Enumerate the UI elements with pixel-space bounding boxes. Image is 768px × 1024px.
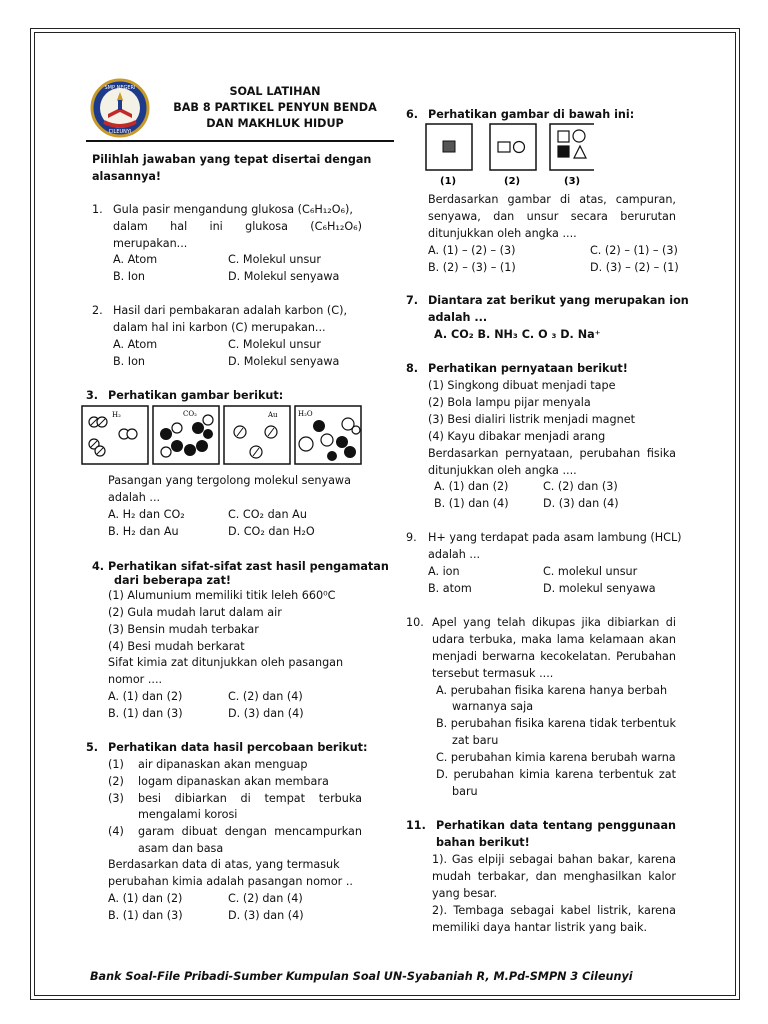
q3-stem: Perhatikan gambar berikut: [108, 389, 284, 402]
q6-question: ditunjukkan oleh angka .... [428, 227, 577, 240]
q10-number: 10. [406, 616, 424, 629]
q5-question: Berdasarkan data di atas, yang termasuk [108, 858, 340, 871]
header-divider [86, 140, 394, 142]
q9-number: 9. [406, 531, 417, 544]
q8-stem: Perhatikan pernyataan berikut! [428, 362, 628, 375]
q6-option-b: B. (2) – (3) – (1) [428, 261, 516, 274]
q2-option-b: B. Ion [113, 355, 146, 368]
q10-option-b: zat baru [452, 734, 499, 747]
q5-number: 5. [86, 741, 99, 754]
q11-item: memiliki daya hantar listrik yang baik. [432, 921, 648, 934]
q6-question: senyawa, dan unsur secara berurutan [428, 210, 676, 223]
q10-option-b: B. perubahan fisika karena tidak terbentuk [436, 717, 676, 730]
q7-stem: adalah ... [428, 311, 488, 324]
q2-option-c: C. Molekul unsur [228, 338, 322, 351]
q3-option-b: B. H₂ dan Au [108, 525, 179, 538]
school-logo [90, 78, 150, 138]
q8-item: (2) Bola lampu pijar menyala [428, 396, 591, 409]
q10-stem: udara terbuka, maka lama kelamaan akan [432, 633, 676, 646]
q5-option-c: C. (2) dan (4) [228, 892, 303, 905]
instruction-line-2: alasannya! [92, 170, 162, 183]
q2-option-a: A. Atom [113, 338, 158, 351]
q5-item: besi dibiarkan di tempat terbuka [138, 792, 362, 805]
q1-option-c: C. Molekul unsur [228, 253, 322, 266]
q8-question: Berdasarkan pernyataan, perubahan fisika [428, 447, 676, 460]
q8-item: (3) Besi dialiri listrik menjadi magnet [428, 413, 635, 426]
q11-item: mudah terbakar, dan menghasilkan kalor [432, 870, 676, 883]
q9-option-d: D. molekul senyawa [543, 582, 656, 595]
q11-stem: Perhatikan data tentang penggunaan [436, 819, 676, 832]
q8-option-a: A. (1) dan (2) [434, 480, 509, 493]
q11-stem: bahan berikut! [436, 836, 530, 849]
q4-option-d: D. (3) dan (4) [228, 707, 304, 720]
q3-figure [80, 404, 365, 466]
q5-stem: Perhatikan data hasil percobaan berikut: [108, 741, 368, 754]
q3-fig-label-co2: CO₂ [183, 410, 197, 418]
q4-option-b: B. (1) dan (3) [108, 707, 183, 720]
q11-item: yang besar. [432, 887, 498, 900]
q9-stem: adalah ... [428, 548, 481, 561]
q3-option-d: D. CO₂ dan H₂O [228, 525, 315, 538]
q11-number: 11. [406, 819, 426, 832]
q4-question: nomor .... [108, 673, 163, 686]
q5-question: perubahan kimia adalah pasangan nomor .. [108, 875, 353, 888]
q4-stem: Perhatikan sifat-sifat zast hasil pengamatan [108, 560, 389, 573]
q6-fig-label-3: (3) [564, 176, 581, 187]
q1-stem: merupakan... [113, 237, 188, 250]
q3-fig-label-h2o: H₂O [298, 410, 313, 418]
q8-item: (1) Singkong dibuat menjadi tape [428, 379, 616, 392]
q2-stem: dalam hal ini karbon (C) merupakan... [113, 321, 326, 334]
q3-question: Pasangan yang tergolong molekul senyawa [108, 474, 351, 487]
q3-option-a: A. H₂ dan CO₂ [108, 508, 185, 521]
q5-item-number: (3) [108, 792, 124, 805]
q5-option-a: A. (1) dan (2) [108, 892, 183, 905]
page-footer: Bank Soal-File Pribadi-Sumber Kumpulan Soal UN-Syabaniah R, M.Pd-SMPN 3 Cileunyi [90, 970, 633, 983]
q5-item: garam dibuat dengan mencampurkan [138, 825, 362, 838]
q3-number: 3. [86, 389, 99, 402]
q6-fig-label-2: (2) [504, 176, 521, 187]
q3-fig-label-h2: H₂ [112, 411, 121, 419]
q10-option-d: baru [452, 785, 478, 798]
q8-number: 8. [406, 362, 419, 375]
q4-option-a: A. (1) dan (2) [108, 690, 183, 703]
q7-number: 7. [406, 294, 419, 307]
q8-item: (4) Kayu dibakar menjadi arang [428, 430, 606, 443]
q3-fig-label-au: Au [268, 411, 278, 419]
q1-option-d: D. Molekul senyawa [228, 270, 340, 283]
header-line-3: DAN MAKHLUK HIDUP [206, 117, 344, 130]
q9-option-c: C. molekul unsur [543, 565, 638, 578]
q10-stem: Apel yang telah dikupas jika dibiarkan di [432, 616, 676, 629]
q5-item: asam dan basa [138, 842, 224, 855]
q8-option-d: D. (3) dan (4) [543, 497, 619, 510]
q5-item-number: (2) [108, 775, 124, 788]
q1-option-a: A. Atom [113, 253, 158, 266]
q8-option-c: C. (2) dan (3) [543, 480, 618, 493]
q10-option-d: D. perubahan kimia karena terbentuk zat [436, 768, 676, 781]
q5-item: mengalami korosi [138, 808, 238, 821]
q5-option-d: D. (3) dan (4) [228, 909, 304, 922]
q3-option-c: C. CO₂ dan Au [228, 508, 307, 521]
q4-option-c: C. (2) dan (4) [228, 690, 303, 703]
q6-fig-label-1: (1) [440, 176, 457, 187]
instruction-line-1: Pilihlah jawaban yang tepat disertai dengan [92, 153, 372, 166]
q4-stem: dari beberapa zat! [114, 574, 232, 587]
q5-item: air dipanaskan akan menguap [138, 758, 308, 771]
q2-stem: Hasil dari pembakaran adalah karbon (C), [113, 304, 348, 317]
q11-item: 1). Gas elpiji sebagai bahan bakar, karena [432, 853, 676, 866]
q9-option-a: A. ion [428, 565, 460, 578]
svg-text:SMP NEGERI: SMP NEGERI [104, 85, 136, 91]
q4-item: (1) Alumunium memiliki titik leleh 660⁰C [108, 589, 336, 602]
q4-number: 4. [92, 560, 105, 573]
q2-number: 2. [92, 304, 103, 317]
q9-option-b: B. atom [428, 582, 472, 595]
q2-option-d: D. Molekul senyawa [228, 355, 340, 368]
q5-item-number: (4) [108, 825, 124, 838]
header-line-1: SOAL LATIHAN [229, 85, 321, 98]
q7-options: A. CO₂ B. NH₃ C. O ₃ D. Na⁺ [434, 328, 601, 341]
q8-question: ditunjukkan oleh angka .... [428, 464, 577, 477]
q4-item: (3) Bensin mudah terbakar [108, 623, 259, 636]
q1-number: 1. [92, 203, 103, 216]
q7-stem: Diantara zat berikut yang merupakan ion [428, 294, 689, 307]
q6-option-a: A. (1) – (2) – (3) [428, 244, 516, 257]
q9-stem: H+ yang terdapat pada asam lambung (HCL) [428, 531, 682, 544]
svg-text:CILEUNYI: CILEUNYI [108, 129, 132, 135]
q4-item: (4) Besi mudah berkarat [108, 640, 245, 653]
q10-option-c: C. perubahan kimia karena berubah warna [436, 751, 676, 764]
header-line-2: BAB 8 PARTIKEL PENYUN BENDA [173, 101, 377, 114]
q6-stem: Perhatikan gambar di bawah ini: [428, 108, 635, 121]
q6-figure [424, 122, 594, 190]
q1-stem: Gula pasir mengandung glukosa (C₆H₁₂O₆), [113, 203, 353, 216]
q5-item-number: (1) [108, 758, 124, 771]
q4-item: (2) Gula mudah larut dalam air [108, 606, 282, 619]
q5-item: logam dipanaskan akan membara [138, 775, 329, 788]
q4-question: Sifat kimia zat ditunjukkan oleh pasangan [108, 656, 344, 669]
q6-option-c: C. (2) – (1) – (3) [590, 244, 678, 257]
q6-option-d: D. (3) – (2) – (1) [590, 261, 679, 274]
q10-stem: tersebut termasuk .... [432, 667, 554, 680]
q1-stem: dalam hal ini glukosa (C₆H₁₂O₆) [113, 220, 362, 233]
q8-option-b: B. (1) dan (4) [434, 497, 509, 510]
q5-option-b: B. (1) dan (3) [108, 909, 183, 922]
q10-stem: menjadi berwarna kecokelatan. Perubahan [432, 650, 676, 663]
q10-option-a: warnanya saja [452, 700, 534, 713]
q11-item: 2). Tembaga sebagai kabel listrik, karena [432, 904, 676, 917]
q6-number: 6. [406, 108, 419, 121]
q1-option-b: B. Ion [113, 270, 146, 283]
q10-option-a: A. perubahan fisika karena hanya berbah [436, 684, 668, 697]
q6-question: Berdasarkan gambar di atas, campuran, [428, 193, 676, 206]
q3-question: adalah ... [108, 491, 161, 504]
